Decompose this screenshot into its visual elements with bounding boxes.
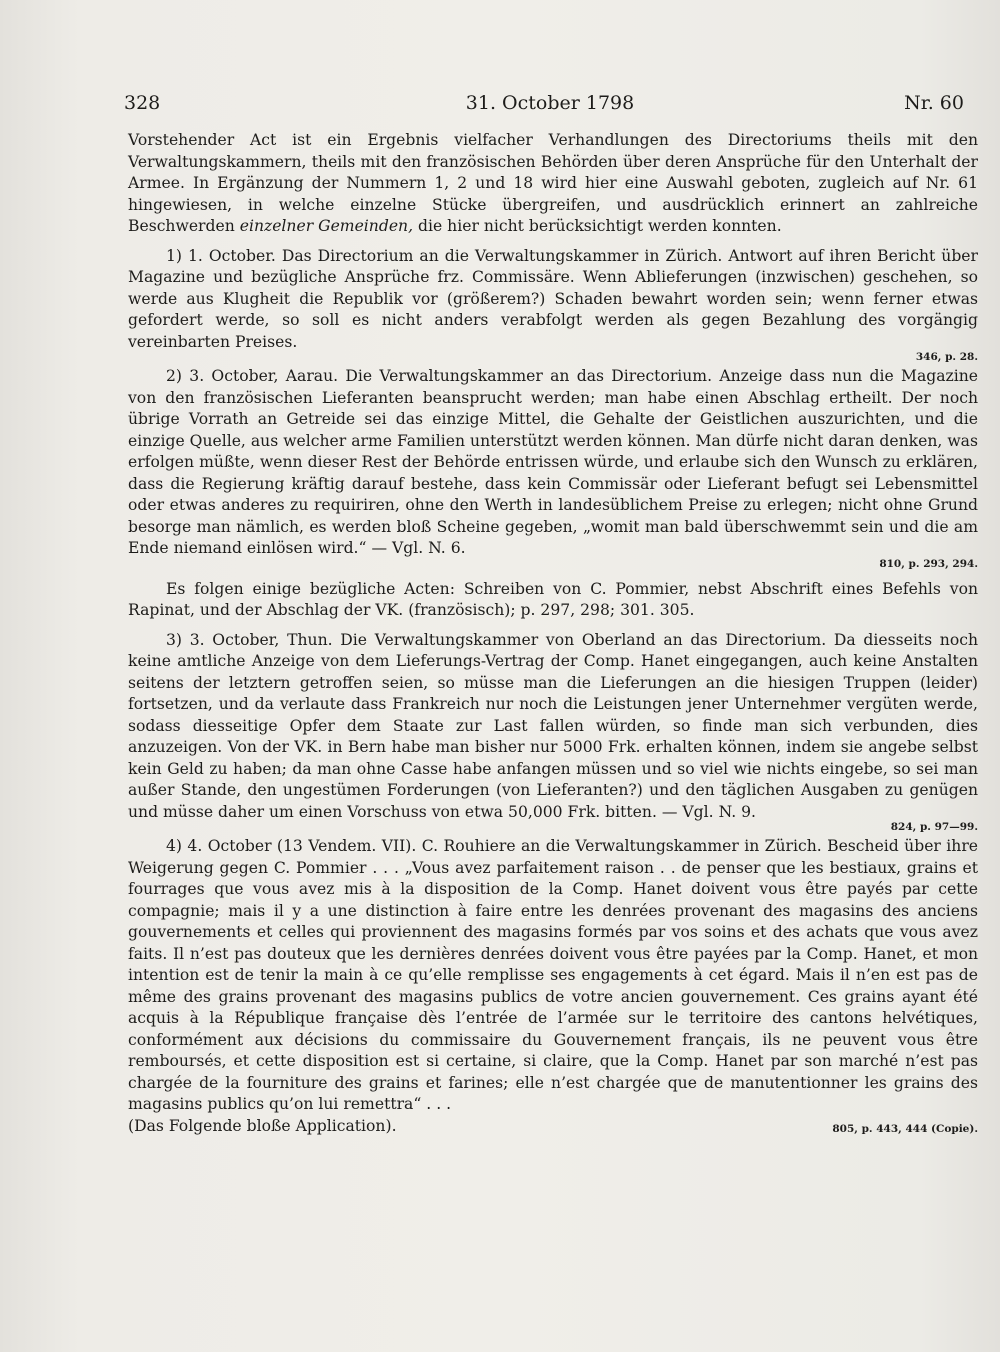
item-4: 4) 4. October (13 Vendem. VII). C. Rouhiere an die Verwaltungskammer in Zürich. Bescheid über ihre Weigerung gegen C. Pommier . . . „Vous avez parfaitement raison . . de penser que les bestiaux, grains et fourrages que vous avez mis à la disposition de la Comp. Hanet doivent vous être payés par cette compagnie; mais il y a une distinction à faire entre les denrées provenant des magasins des anciens gouvernements et celles qui proviennent des magasins formés par vos soins et des achats que vous avez faits. Il n’est pas douteux que les dernières denrées doivent vous être payées par la Comp. Hanet, et mon intention est de tenir la main à ce qu’elle remplisse ses engagements à cet égard. Mais il n’en est pas de même des grains provenant des magasins publics de votre ancien gouvernement. Ces grains ayant été acquis à la République française dès l’entrée de l’armée sur le territoire des cantons helvétiques, conformément aux décisions du commissaire du Gouvernement français, ils ne peuvent vous être remboursés, et cette disposition est si certaine, si claire, que la Comp. Hanet par son marché n’est pas chargée de la fourniture des grains et farines; elle n’est chargée que de manutentionner les grains des magasins publics qu’on lui remettra“ . . . <box>128 837 978 1113</box>
item-4-ref: 805, p. 443, 444 (Copie). <box>832 1122 978 1135</box>
item-2-followup: Es folgen einige bezügliche Acten: Schreiben von C. Pommier, nebst Abschrift eines Befehls von Rapinat, und der Abschlag der VK. (französisch); p. 297, 298; 301. 305. <box>128 579 978 619</box>
intro-paragraph <box>128 130 978 238</box>
item-1-ref: 346, p. 28. <box>915 351 978 363</box>
page-header <box>124 92 976 122</box>
item-2-ref: 810, p. 293, 294. <box>879 557 978 570</box>
item-2: 2) 3. October, Aarau. Die Verwaltungskammer an das Directorium. Anzeige dass nun die Magazine von den französischen Lieferanten beansprucht werden; man habe einen Abschlag ertheilt. Der noch übrige Vorrath an Getreide sei das einzige Mittel, die Gehalte der Geistlichen auszurichten, und die einzige Quelle, aus welcher arme Familien unterstützt werden können. Man dürfe nicht daran denken, was erfolgen müßte, wenn dieser Rest der Behörde entrissen würde, und erlaube sich den Wunsch zu erklären, dass die Regierung kräftig darauf bestehe, dass kein Commissär oder Lieferant befugt sei Lebensmittel oder etwas anderes zu requiriren, ohne den Werth in landesüblichem Preise zu erlegen; nicht ohne Grund besorge man nämlich, es werden bloß Scheine gegeben, „womit man bald überschwemmt sein und die am Ende niemand einlösen wird.“ — Vgl. N. 6. <box>128 367 978 557</box>
header-number: Nr. 60 <box>904 92 964 114</box>
item-1: 1) 1. October. Das Directorium an die Verwaltungskammer in Zürich. Antwort auf ihren Bericht über Magazine und bezügliche Ansprüche frz. Commissäre. Wenn Ablieferungen (inzwischen) geschehen, so werde aus Klugheit die Republik vor (größerem?) Schaden bewahrt worden sein; wenn ferner etwas gefordert werde, so soll es nicht anders verabfolgt werden als gegen Bezahlung des vorgängig vereinbarten Preises. <box>128 246 978 351</box>
header-date: 31. October 1798 <box>465 92 635 114</box>
intro-text: Vorstehender Act ist ein Ergebnis vielfacher Verhandlungen des Directoriums theils mit den Verwaltungskammern, theils mit den französischen Behörden über deren Ansprüche für den Unterhalt der Armee. In Ergänzung der Nummern 1, 2 und 18 wird hier eine Auswahl geboten, zugleich auf Nr. 61 hingewiesen, in welche einzelne Stücke übergreifen, und ausdrücklich erinnert an zahlreiche Beschwerden <box>128 131 978 235</box>
item-3-ref: 824, p. 97—99. <box>890 821 978 833</box>
page-number: 328 <box>124 92 161 114</box>
item-4-closing: (Das Folgende bloße Application). <box>128 1116 397 1135</box>
body-text <box>128 130 978 1140</box>
item-4-closing-line <box>128 1116 978 1138</box>
intro-end: die hier nicht berücksichtigt werden konnten. <box>418 217 782 235</box>
item-3: 3) 3. October, Thun. Die Verwaltungskammer von Oberland an das Directorium. Da diesseits noch keine amtliche Anzeige von dem Lieferungs-Vertrag der Comp. Hanet eingegangen, auch keine Anstalten seitens der letztern getroffen seien, so müsse man die Lieferungen an die hiesigen Truppen (leider) fortsetzen, und da verlaute dass Frankreich nur noch die Leistungen jener Unternehmer vergüten werde, sodass diesseitige Opfer dem Staate zur Last fallen würden, so finde man sich verbunden, dies anzuzeigen. Von der VK. in Bern habe man bisher nur 5000 Frk. erhalten können, indem sie angebe selbst kein Geld zu haben; da man ohne Casse habe anfangen müssen und so viel wie nichts eingebe, so sei man außer Stande, den ungestümen Forderungen (von Lieferanten?) und den täglichen Ausgaben zu genügen und müsse daher um einen Vorschuss von etwa 50,000 Frk. bitten. — Vgl. N. 9. <box>128 630 978 821</box>
intro-italic: einzelner Gemeinden, <box>239 217 414 235</box>
